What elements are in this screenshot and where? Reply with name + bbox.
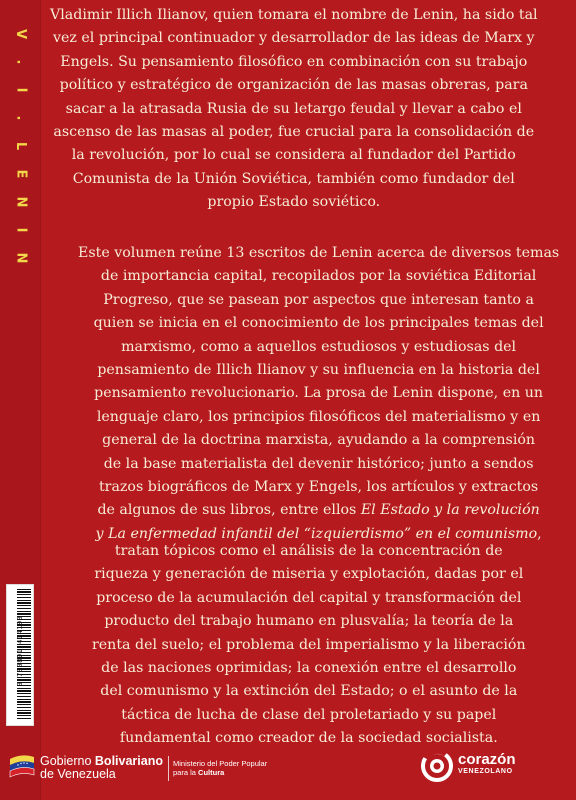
isbn-barcode — [6, 584, 34, 726]
text-line: Este volumen reúne 13 escritos de Lenin acerca de diversos temas — [78, 245, 560, 261]
text-line: de la base materialista del devenir histórico; junto a sendos — [103, 455, 534, 472]
text-line: pensamiento de Illich Ilianov y su influencia en la historia del — [97, 362, 540, 379]
government-logo-text — [40, 755, 163, 781]
text-line: proceso de la acumulación del capital y transformación del — [96, 589, 522, 606]
text-line: sacar a la atrasada Rusia de su letargo feudal y llevar a cabo el — [65, 100, 522, 117]
text-line: Vladimir Illich Ilianov, quien tomara el nombre de Lenin, ha sido tal — [50, 7, 538, 23]
publisher-subtitle: VENEZOLANO — [458, 768, 513, 775]
text-line: ascenso de las masas al poder, fue crucial para la consolidación de — [53, 124, 535, 141]
spine-letter: V — [13, 28, 28, 40]
spine-letter: . — [12, 59, 28, 65]
text-line: Progreso, que se pasean por aspectos que interesan tanto a — [103, 291, 534, 308]
text-line: del comunismo y la extinción del Estado; o el asunto de la — [100, 683, 518, 700]
text-fragment: de algunos de sus libros, entre ellos — [97, 502, 357, 519]
text-line: Comunista de la Unión Soviética, también como fundador del — [72, 170, 515, 187]
ministry-text — [173, 759, 267, 777]
logo-divider — [168, 756, 169, 781]
text-line: fundamental como creador de la sociedad socialista. — [119, 730, 498, 747]
spine-letter: . — [12, 115, 28, 121]
spine-letter: E — [12, 169, 28, 179]
text-line: vez el principal continuador y desarrollador de las ideas de Marx y — [52, 30, 535, 47]
ministry-line2a: para la — [173, 768, 199, 777]
text-line: pensamiento revolucionario. La prosa de Lenin dispone, en un — [94, 385, 544, 402]
publisher-logo-icon — [420, 749, 454, 783]
isbn-number: 9 789801 414193 — [16, 615, 24, 687]
text-fragment: , — [537, 525, 542, 542]
spine-letter: N — [12, 196, 28, 208]
book-title: El Estado y la revolución — [360, 502, 540, 519]
text-line: producto del trabajo humano en plusvalía; la teoría de la — [104, 613, 514, 630]
spine-author — [5, 20, 35, 272]
topics-paragraph — [92, 540, 526, 751]
text-line: marxismo, como a aquellos estudiosos y estudiosas del — [121, 338, 517, 355]
spine-letter: N — [12, 252, 28, 264]
text-line: riqueza y generación de miseria y explotación, dadas por el — [94, 566, 524, 583]
venezuela-flag-icon — [8, 753, 36, 779]
spine-letter: L — [12, 141, 28, 151]
text-line: político y estratégico de organización de las masas obreras, para — [59, 77, 528, 94]
text-line: lenguaje claro, los principios filosóficos del materialismo y en — [96, 408, 541, 425]
text-line: propio Estado soviético. — [207, 194, 381, 211]
gov-text-a: Gobierno — [40, 754, 95, 768]
text-line: tratan tópicos como el análisis de la concentración de — [114, 543, 503, 559]
text-line: de las naciones oprimidas; la conexión entre el desarrollo — [101, 660, 517, 677]
text-line: general de la doctrina marxista, ayudando a la comprensión — [102, 432, 536, 449]
footer-logos — [0, 732, 576, 800]
book-title: y La enfermedad infantil del “izquierdismo” en el comunismo — [95, 525, 538, 542]
text-line: táctica de lucha de clase del proletariado y su papel — [121, 706, 497, 723]
text-line: renta del suelo; el problema del imperialismo y la liberación — [92, 636, 526, 653]
text-line: quien se inicia en el conocimiento de los principales temas del — [93, 315, 544, 332]
spine-letter: I — [13, 87, 28, 93]
text-line: trazos biográficos de Marx y Engels, los artículos y extractos — [98, 479, 539, 496]
volume-paragraph — [78, 242, 559, 546]
publisher-name: corazón — [458, 751, 516, 768]
gov-text-b: Bolivariano — [94, 754, 163, 768]
text-line: de importancia capital, recopilados por la soviética Editorial — [100, 268, 537, 285]
ministry-line1: Ministerio del Poder Popular — [173, 759, 268, 768]
text-line: la revolución, por lo cual se considera al fundador del Partido — [71, 147, 516, 164]
text-line: Engels. Su pensamiento filosófico en combinación con su trabajo — [60, 53, 528, 70]
ministry-line2b: Cultura — [198, 768, 225, 777]
spine-letter: I — [13, 227, 28, 233]
text-line — [78, 499, 559, 522]
intro-paragraph — [50, 4, 538, 215]
gov-text-line2: de Venezuela — [40, 767, 116, 781]
